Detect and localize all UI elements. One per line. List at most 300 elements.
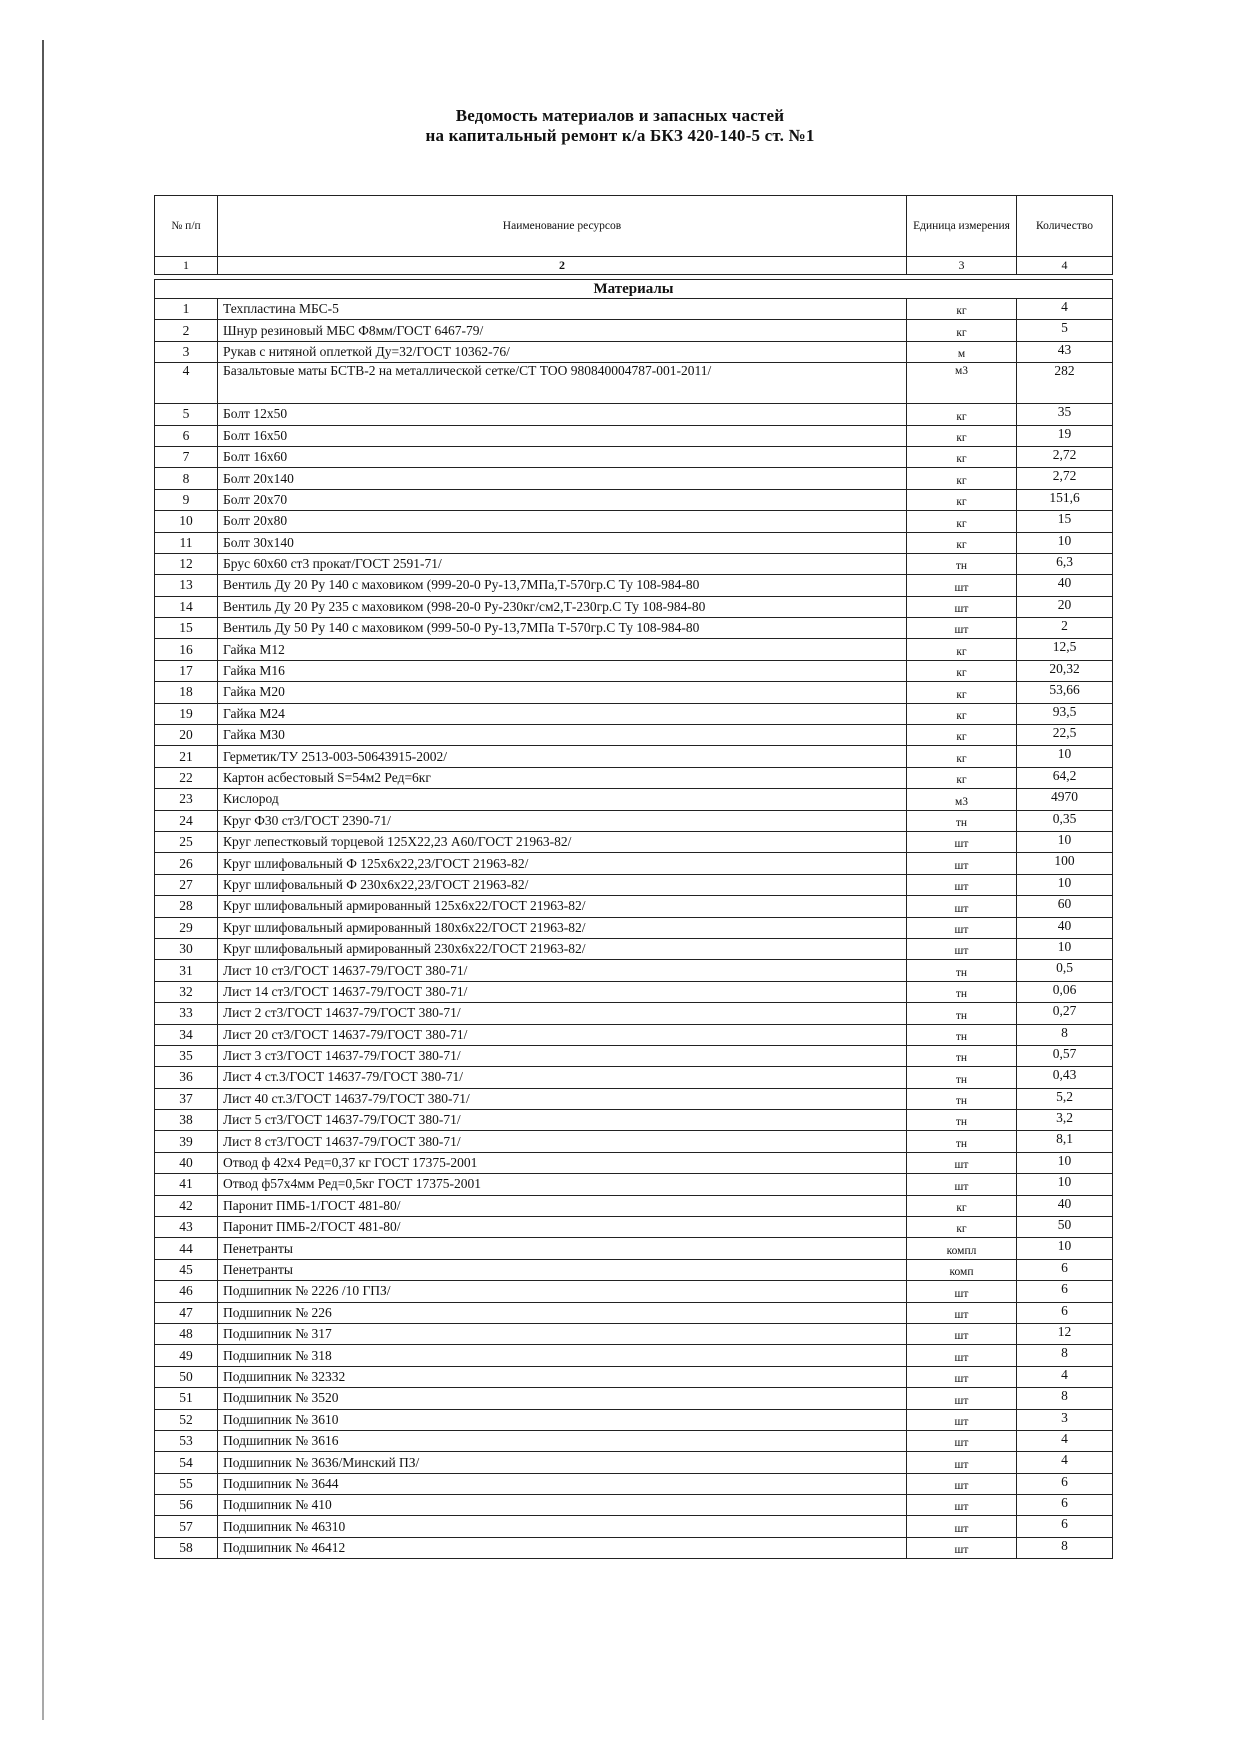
row-name: Круг шлифовальный армированный 180х6х22/ГОСТ 21963-82/ — [218, 917, 907, 938]
row-unit: шт — [907, 917, 1017, 938]
table-row — [155, 404, 1113, 425]
row-quantity: 0,06 — [1017, 981, 1113, 1002]
row-name: Картон асбестовый S=54м2 Ред=6кг — [218, 767, 907, 788]
table-row — [155, 575, 1113, 596]
row-quantity: 43 — [1017, 341, 1113, 362]
row-name: Подшипник № 410 — [218, 1495, 907, 1516]
row-quantity: 40 — [1017, 917, 1113, 938]
table-row — [155, 960, 1113, 981]
row-quantity: 5,2 — [1017, 1088, 1113, 1109]
row-name: Техпластина МБС-5 — [218, 299, 907, 320]
row-unit: шт — [907, 1537, 1017, 1558]
row-quantity: 19 — [1017, 425, 1113, 446]
table-row — [155, 660, 1113, 681]
row-unit: кг — [907, 404, 1017, 425]
row-unit: тн — [907, 553, 1017, 574]
row-number: 10 — [155, 511, 218, 532]
row-number: 12 — [155, 553, 218, 574]
row-quantity: 2 — [1017, 618, 1113, 639]
section-title: Материалы — [155, 280, 1113, 299]
row-number: 45 — [155, 1259, 218, 1280]
row-name: Болт 20х80 — [218, 511, 907, 532]
row-number: 47 — [155, 1302, 218, 1323]
row-name: Круг Ф30 ст3/ГОСТ 2390-71/ — [218, 810, 907, 831]
table-row — [155, 789, 1113, 810]
row-unit: шт — [907, 1281, 1017, 1302]
table-row — [155, 299, 1113, 320]
row-number: 22 — [155, 767, 218, 788]
row-name: Вентиль Ду 50 Ру 140 с маховиком (999-50-0 Ру-13,7МПа Т-570гр.С Ту 108-984-80 — [218, 618, 907, 639]
table-row — [155, 511, 1113, 532]
row-quantity: 53,66 — [1017, 682, 1113, 703]
row-unit: тн — [907, 1045, 1017, 1066]
row-name: Вентиль Ду 20 Ру 140 с маховиком (999-20-0 Ру-13,7МПа,Т-570гр.С Ту 108-984-80 — [218, 575, 907, 596]
row-name: Лист 8 ст3/ГОСТ 14637-79/ГОСТ 380-71/ — [218, 1131, 907, 1152]
row-quantity: 4 — [1017, 1366, 1113, 1387]
row-unit: шт — [907, 1516, 1017, 1537]
column-number: 2 — [218, 257, 907, 275]
row-unit: кг — [907, 660, 1017, 681]
row-name: Лист 3 ст3/ГОСТ 14637-79/ГОСТ 380-71/ — [218, 1045, 907, 1066]
table-row — [155, 468, 1113, 489]
table-row — [155, 1195, 1113, 1216]
table-row — [155, 746, 1113, 767]
row-unit: кг — [907, 489, 1017, 510]
row-unit: тн — [907, 1088, 1017, 1109]
table-row — [155, 831, 1113, 852]
row-unit: шт — [907, 1409, 1017, 1430]
row-unit: кг — [907, 468, 1017, 489]
row-number: 38 — [155, 1110, 218, 1131]
row-unit: шт — [907, 1174, 1017, 1195]
row-quantity: 10 — [1017, 1174, 1113, 1195]
table-row — [155, 1430, 1113, 1451]
row-unit: тн — [907, 1131, 1017, 1152]
row-name: Шнур резиновый МБС Ф8мм/ГОСТ 6467-79/ — [218, 320, 907, 341]
row-number: 58 — [155, 1537, 218, 1558]
row-name: Лист 20 ст3/ГОСТ 14637-79/ГОСТ 380-71/ — [218, 1024, 907, 1045]
row-quantity: 0,35 — [1017, 810, 1113, 831]
row-number: 40 — [155, 1152, 218, 1173]
table-row — [155, 1409, 1113, 1430]
row-number: 33 — [155, 1003, 218, 1024]
row-unit: кг — [907, 725, 1017, 746]
table-row — [155, 596, 1113, 617]
row-unit: шт — [907, 1152, 1017, 1173]
row-number: 8 — [155, 468, 218, 489]
table-row — [155, 553, 1113, 574]
row-number: 36 — [155, 1067, 218, 1088]
table-row — [155, 341, 1113, 362]
row-unit: шт — [907, 618, 1017, 639]
row-number: 26 — [155, 853, 218, 874]
row-name: Болт 12х50 — [218, 404, 907, 425]
row-number: 17 — [155, 660, 218, 681]
row-number: 57 — [155, 1516, 218, 1537]
table-row — [155, 1281, 1113, 1302]
row-quantity: 0,43 — [1017, 1067, 1113, 1088]
row-unit: шт — [907, 596, 1017, 617]
row-unit: шт — [907, 1388, 1017, 1409]
row-name: Подшипник № 317 — [218, 1323, 907, 1344]
row-number: 11 — [155, 532, 218, 553]
table-row — [155, 425, 1113, 446]
table-row — [155, 489, 1113, 510]
row-quantity: 12,5 — [1017, 639, 1113, 660]
row-number: 39 — [155, 1131, 218, 1152]
row-quantity: 4970 — [1017, 789, 1113, 810]
row-name: Гайка М12 — [218, 639, 907, 660]
row-unit: шт — [907, 1430, 1017, 1451]
row-name: Пенетранты — [218, 1238, 907, 1259]
row-number: 32 — [155, 981, 218, 1002]
row-unit: комп — [907, 1259, 1017, 1280]
row-quantity: 6 — [1017, 1259, 1113, 1280]
row-unit: м3 — [907, 789, 1017, 810]
row-name: Подшипник № 46310 — [218, 1516, 907, 1537]
row-quantity: 20,32 — [1017, 660, 1113, 681]
row-number: 42 — [155, 1195, 218, 1216]
row-unit: кг — [907, 320, 1017, 341]
row-unit: тн — [907, 1110, 1017, 1131]
row-unit: кг — [907, 1217, 1017, 1238]
row-number: 13 — [155, 575, 218, 596]
row-number: 41 — [155, 1174, 218, 1195]
row-number: 2 — [155, 320, 218, 341]
row-number: 55 — [155, 1473, 218, 1494]
row-number: 37 — [155, 1088, 218, 1109]
row-number: 20 — [155, 725, 218, 746]
row-name: Паронит ПМБ-2/ГОСТ 481-80/ — [218, 1217, 907, 1238]
row-quantity: 0,5 — [1017, 960, 1113, 981]
table-row — [155, 1537, 1113, 1558]
table-row — [155, 1003, 1113, 1024]
row-name: Гайка М30 — [218, 725, 907, 746]
table-row — [155, 1366, 1113, 1387]
scan-edge-mark — [42, 40, 44, 1720]
row-number: 51 — [155, 1388, 218, 1409]
row-quantity: 10 — [1017, 746, 1113, 767]
row-number: 15 — [155, 618, 218, 639]
row-name: Лист 14 ст3/ГОСТ 14637-79/ГОСТ 380-71/ — [218, 981, 907, 1002]
table-row — [155, 1131, 1113, 1152]
table-row — [155, 1067, 1113, 1088]
row-number: 49 — [155, 1345, 218, 1366]
row-quantity: 6,3 — [1017, 553, 1113, 574]
row-quantity: 2,72 — [1017, 468, 1113, 489]
row-name: Вентиль Ду 20 Ру 235 с маховиком (998-20-0 Ру-230кг/см2,Т-230гр.С Ту 108-984-80 — [218, 596, 907, 617]
table-row — [155, 1323, 1113, 1344]
row-quantity: 4 — [1017, 1430, 1113, 1451]
row-quantity: 22,5 — [1017, 725, 1113, 746]
row-number: 27 — [155, 874, 218, 895]
table-row — [155, 1345, 1113, 1366]
row-quantity: 40 — [1017, 575, 1113, 596]
row-quantity: 0,27 — [1017, 1003, 1113, 1024]
row-quantity: 20 — [1017, 596, 1113, 617]
row-name: Лист 10 ст3/ГОСТ 14637-79/ГОСТ 380-71/ — [218, 960, 907, 981]
table-row — [155, 1302, 1113, 1323]
row-unit: тн — [907, 960, 1017, 981]
row-unit: шт — [907, 874, 1017, 895]
row-number: 46 — [155, 1281, 218, 1302]
row-unit: кг — [907, 682, 1017, 703]
document-title-line-1: Ведомость материалов и запасных частей — [455, 106, 785, 125]
table-row — [155, 1452, 1113, 1473]
row-quantity: 40 — [1017, 1195, 1113, 1216]
row-unit: тн — [907, 1067, 1017, 1088]
row-quantity: 4 — [1017, 299, 1113, 320]
row-name: Лист 5 ст3/ГОСТ 14637-79/ГОСТ 380-71/ — [218, 1110, 907, 1131]
row-name: Лист 4 ст.3/ГОСТ 14637-79/ГОСТ 380-71/ — [218, 1067, 907, 1088]
row-name: Брус 60х60 ст3 прокат/ГОСТ 2591-71/ — [218, 553, 907, 574]
row-name: Паронит ПМБ-1/ГОСТ 481-80/ — [218, 1195, 907, 1216]
row-quantity: 50 — [1017, 1217, 1113, 1238]
table-row — [155, 1045, 1113, 1066]
column-number: 1 — [155, 257, 218, 275]
row-unit: м3 — [907, 363, 1017, 404]
row-quantity: 100 — [1017, 853, 1113, 874]
row-quantity: 93,5 — [1017, 703, 1113, 724]
row-name: Круг шлифовальный Ф 230х6х22,23/ГОСТ 21963-82/ — [218, 874, 907, 895]
row-name: Подшипник № 3616 — [218, 1430, 907, 1451]
table-row — [155, 446, 1113, 467]
row-name: Подшипник № 2226 /10 ГПЗ/ — [218, 1281, 907, 1302]
table-row — [155, 1174, 1113, 1195]
row-name: Пенетранты — [218, 1259, 907, 1280]
row-name: Подшипник № 226 — [218, 1302, 907, 1323]
table-row — [155, 1473, 1113, 1494]
table-row — [155, 363, 1113, 404]
row-quantity: 282 — [1017, 363, 1113, 404]
table-row — [155, 810, 1113, 831]
row-unit: компл — [907, 1238, 1017, 1259]
row-number: 25 — [155, 831, 218, 852]
table-row — [155, 1495, 1113, 1516]
row-quantity: 6 — [1017, 1473, 1113, 1494]
row-quantity: 10 — [1017, 532, 1113, 553]
row-number: 44 — [155, 1238, 218, 1259]
row-quantity: 10 — [1017, 938, 1113, 959]
row-number: 34 — [155, 1024, 218, 1045]
row-quantity: 64,2 — [1017, 767, 1113, 788]
row-number: 52 — [155, 1409, 218, 1430]
section-row — [155, 280, 1113, 299]
column-header-unit: Единица измерения — [907, 196, 1017, 257]
row-number: 6 — [155, 425, 218, 446]
row-quantity: 3 — [1017, 1409, 1113, 1430]
row-unit: шт — [907, 1302, 1017, 1323]
table-row — [155, 1024, 1113, 1045]
row-number: 53 — [155, 1430, 218, 1451]
row-quantity: 6 — [1017, 1302, 1113, 1323]
table-body — [155, 257, 1113, 1559]
row-name: Круг шлифовальный Ф 125х6х22,23/ГОСТ 21963-82/ — [218, 853, 907, 874]
row-name: Отвод ф57х4мм Ред=0,5кг ГОСТ 17375-2001 — [218, 1174, 907, 1195]
row-quantity: 35 — [1017, 404, 1113, 425]
row-quantity: 2,72 — [1017, 446, 1113, 467]
table-row — [155, 725, 1113, 746]
row-name: Герметик/ТУ 2513-003-50643915-2002/ — [218, 746, 907, 767]
row-quantity: 3,2 — [1017, 1110, 1113, 1131]
row-number: 16 — [155, 639, 218, 660]
row-quantity: 12 — [1017, 1323, 1113, 1344]
row-name: Рукав с нитяной оплеткой Ду=32/ГОСТ 10362-76/ — [218, 341, 907, 362]
table-row — [155, 1217, 1113, 1238]
table-row — [155, 1516, 1113, 1537]
row-unit: шт — [907, 853, 1017, 874]
row-unit: кг — [907, 446, 1017, 467]
row-unit: шт — [907, 831, 1017, 852]
document-header — [0, 106, 1240, 146]
row-unit: шт — [907, 1323, 1017, 1344]
table-row — [155, 1088, 1113, 1109]
row-number: 28 — [155, 896, 218, 917]
row-number: 5 — [155, 404, 218, 425]
row-unit: шт — [907, 1452, 1017, 1473]
table-row — [155, 1238, 1113, 1259]
column-header-quantity: Количество — [1017, 196, 1113, 257]
table-row — [155, 874, 1113, 895]
row-unit: кг — [907, 532, 1017, 553]
row-unit: шт — [907, 1345, 1017, 1366]
row-name: Круг лепестковый торцевой 125Х22,23 А60/ГОСТ 21963-82/ — [218, 831, 907, 852]
row-name: Болт 16х60 — [218, 446, 907, 467]
row-number: 23 — [155, 789, 218, 810]
row-name: Подшипник № 318 — [218, 1345, 907, 1366]
row-number: 24 — [155, 810, 218, 831]
row-unit: кг — [907, 703, 1017, 724]
row-number: 54 — [155, 1452, 218, 1473]
column-number: 3 — [907, 257, 1017, 275]
row-unit: шт — [907, 1495, 1017, 1516]
materials-table — [154, 195, 1113, 1559]
row-quantity: 8 — [1017, 1388, 1113, 1409]
row-name: Гайка М24 — [218, 703, 907, 724]
row-quantity: 10 — [1017, 874, 1113, 895]
table-row — [155, 896, 1113, 917]
table-row — [155, 639, 1113, 660]
table-header-row — [155, 196, 1113, 257]
row-quantity: 60 — [1017, 896, 1113, 917]
row-name: Подшипник № 3644 — [218, 1473, 907, 1494]
row-number: 4 — [155, 363, 218, 404]
row-name: Гайка М16 — [218, 660, 907, 681]
row-number: 9 — [155, 489, 218, 510]
row-number: 18 — [155, 682, 218, 703]
row-number: 48 — [155, 1323, 218, 1344]
table-row — [155, 618, 1113, 639]
row-quantity: 0,57 — [1017, 1045, 1113, 1066]
row-name: Болт 30х140 — [218, 532, 907, 553]
table-row — [155, 853, 1113, 874]
row-name: Лист 40 ст.3/ГОСТ 14637-79/ГОСТ 380-71/ — [218, 1088, 907, 1109]
row-name: Кислород — [218, 789, 907, 810]
row-number: 19 — [155, 703, 218, 724]
row-number: 43 — [155, 1217, 218, 1238]
row-number: 50 — [155, 1366, 218, 1387]
row-number: 14 — [155, 596, 218, 617]
column-header-name: Наименование ресурсов — [218, 196, 907, 257]
row-number: 31 — [155, 960, 218, 981]
row-unit: тн — [907, 1024, 1017, 1045]
row-unit: шт — [907, 938, 1017, 959]
table-row — [155, 917, 1113, 938]
table-row — [155, 1388, 1113, 1409]
row-name: Подшипник № 32332 — [218, 1366, 907, 1387]
row-unit: м — [907, 341, 1017, 362]
row-name: Отвод ф 42х4 Ред=0,37 кг ГОСТ 17375-2001 — [218, 1152, 907, 1173]
row-quantity: 151,6 — [1017, 489, 1113, 510]
row-quantity: 6 — [1017, 1281, 1113, 1302]
row-name: Круг шлифовальный армированный 230х6х22/ГОСТ 21963-82/ — [218, 938, 907, 959]
row-number: 35 — [155, 1045, 218, 1066]
row-unit: кг — [907, 746, 1017, 767]
row-number: 30 — [155, 938, 218, 959]
row-quantity: 8 — [1017, 1345, 1113, 1366]
row-name: Базальтовые маты БСТВ-2 на металлической сетке/СТ ТОО 980840004787-001-2011/ — [218, 363, 907, 404]
row-number: 1 — [155, 299, 218, 320]
row-unit: кг — [907, 425, 1017, 446]
row-quantity: 6 — [1017, 1495, 1113, 1516]
table-row — [155, 532, 1113, 553]
table-row — [155, 767, 1113, 788]
table-row — [155, 1259, 1113, 1280]
document-title-line-2: на капитальный ремонт к/а БКЗ 420-140-5 ст. №1 — [425, 126, 815, 145]
row-name: Болт 20х70 — [218, 489, 907, 510]
row-name: Круг шлифовальный армированный 125х6х22/ГОСТ 21963-82/ — [218, 896, 907, 917]
table-row — [155, 703, 1113, 724]
row-quantity: 10 — [1017, 1152, 1113, 1173]
table-row — [155, 981, 1113, 1002]
row-unit: кг — [907, 639, 1017, 660]
column-number-row — [155, 257, 1113, 275]
row-unit: шт — [907, 1366, 1017, 1387]
table-row — [155, 320, 1113, 341]
row-name: Подшипник № 46412 — [218, 1537, 907, 1558]
row-name: Гайка М20 — [218, 682, 907, 703]
row-quantity: 6 — [1017, 1516, 1113, 1537]
table-row — [155, 1110, 1113, 1131]
row-name: Болт 16х50 — [218, 425, 907, 446]
row-name: Подшипник № 3520 — [218, 1388, 907, 1409]
row-number: 21 — [155, 746, 218, 767]
table-row — [155, 938, 1113, 959]
row-name: Подшипник № 3636/Минский ПЗ/ — [218, 1452, 907, 1473]
row-number: 29 — [155, 917, 218, 938]
row-quantity: 5 — [1017, 320, 1113, 341]
row-unit: шт — [907, 1473, 1017, 1494]
row-name: Болт 20х140 — [218, 468, 907, 489]
row-unit: кг — [907, 1195, 1017, 1216]
row-quantity: 8 — [1017, 1024, 1113, 1045]
row-unit: тн — [907, 981, 1017, 1002]
row-name: Подшипник № 3610 — [218, 1409, 907, 1430]
row-unit: кг — [907, 511, 1017, 532]
row-quantity: 15 — [1017, 511, 1113, 532]
row-quantity: 4 — [1017, 1452, 1113, 1473]
table-row — [155, 1152, 1113, 1173]
row-unit: тн — [907, 810, 1017, 831]
row-unit: тн — [907, 1003, 1017, 1024]
row-quantity: 10 — [1017, 1238, 1113, 1259]
row-quantity: 10 — [1017, 831, 1113, 852]
row-quantity: 8 — [1017, 1537, 1113, 1558]
row-unit: кг — [907, 299, 1017, 320]
row-number: 56 — [155, 1495, 218, 1516]
row-unit: кг — [907, 767, 1017, 788]
column-number: 4 — [1017, 257, 1113, 275]
